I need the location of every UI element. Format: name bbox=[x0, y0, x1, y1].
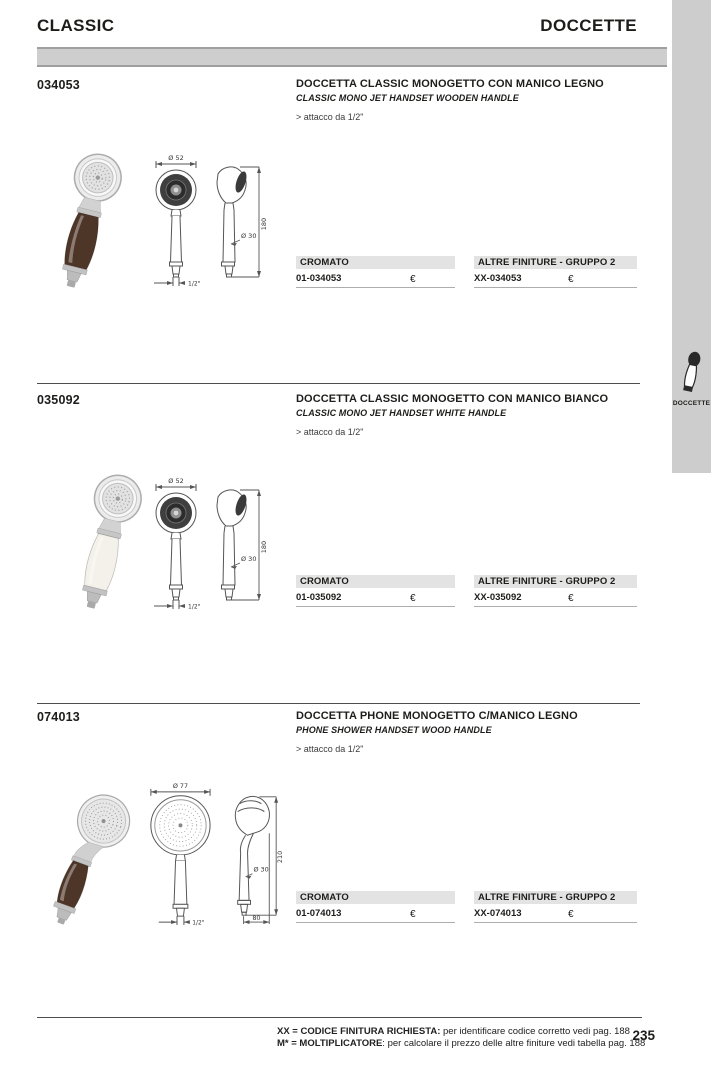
legend-definition: : per calcolare il prezzo delle altre finiture vedi tabella pag. 188 bbox=[382, 1037, 646, 1049]
product-code: 074013 bbox=[37, 710, 80, 724]
price-column-cromato bbox=[296, 891, 455, 923]
product-code: 035092 bbox=[37, 393, 80, 407]
dim-connection: 1/2" bbox=[188, 280, 201, 288]
product-section-035092 bbox=[0, 393, 711, 693]
collection-title: CLASSIC bbox=[37, 16, 115, 35]
pricing-tables bbox=[296, 256, 637, 288]
product-note: > attacco da 1/2" bbox=[296, 743, 364, 754]
footer-divider bbox=[37, 1017, 642, 1018]
product-photo bbox=[42, 146, 134, 298]
dim-connection: 1/2" bbox=[188, 603, 201, 611]
legend-line-2 bbox=[277, 1038, 645, 1050]
header-separator-bar bbox=[37, 47, 667, 67]
article-code: 01-035092 bbox=[296, 592, 342, 603]
legend-definition: per identificare codice corretto vedi pag. 188 bbox=[440, 1026, 630, 1037]
price-row bbox=[474, 591, 637, 607]
price-column-altre-finiture bbox=[474, 256, 637, 288]
price-row bbox=[474, 907, 637, 923]
price-row bbox=[296, 907, 455, 923]
price-row bbox=[296, 591, 455, 607]
finish-header: ALTRE FINITURE - GRUPPO 2 bbox=[474, 891, 637, 904]
product-section-034053 bbox=[0, 78, 711, 378]
pricing-tables bbox=[296, 891, 637, 923]
currency-symbol: € bbox=[568, 274, 574, 285]
dim-head-diameter: Ø 52 bbox=[168, 477, 184, 485]
product-subtitle: PHONE SHOWER HANDSET WOOD HANDLE bbox=[296, 724, 492, 735]
currency-symbol: € bbox=[410, 909, 416, 920]
product-info bbox=[296, 78, 641, 122]
legend-term: M* = MOLTIPLICATORE bbox=[277, 1037, 383, 1049]
product-subtitle: CLASSIC MONO JET HANDSET WHITE HANDLE bbox=[296, 407, 507, 418]
finish-header: CROMATO bbox=[296, 891, 455, 904]
section-divider bbox=[37, 703, 640, 704]
dim-total-height: 210 bbox=[276, 850, 285, 864]
page-number: 235 bbox=[632, 1028, 655, 1043]
section-divider bbox=[37, 383, 640, 384]
article-code: 01-074013 bbox=[296, 908, 342, 919]
dim-head-diameter: Ø 52 bbox=[168, 154, 184, 162]
dim-head-width: 80 bbox=[252, 914, 261, 923]
dim-connection: 1/2" bbox=[192, 920, 205, 927]
finish-header: ALTRE FINITURE - GRUPPO 2 bbox=[474, 256, 637, 269]
product-info bbox=[296, 710, 641, 754]
price-row bbox=[474, 272, 637, 288]
legend-line-1 bbox=[277, 1026, 645, 1038]
article-code: XX-035092 bbox=[474, 592, 522, 603]
product-note: > attacco da 1/2" bbox=[296, 111, 364, 122]
finish-header: CROMATO bbox=[296, 256, 455, 269]
product-section-074013 bbox=[0, 710, 711, 1010]
currency-symbol: € bbox=[568, 593, 574, 604]
pricing-tables bbox=[296, 575, 637, 607]
product-title: DOCCETTA CLASSIC MONOGETTO CON MANICO LEGNO bbox=[296, 78, 604, 90]
technical-drawing bbox=[146, 152, 271, 292]
price-column-altre-finiture bbox=[474, 575, 637, 607]
side-tab-label: DOCCETTE bbox=[672, 400, 711, 407]
dim-handle-diameter: Ø 30 bbox=[241, 232, 257, 240]
product-title: DOCCETTA CLASSIC MONOGETTO CON MANICO BIANCO bbox=[296, 393, 609, 405]
price-row bbox=[296, 272, 455, 288]
currency-symbol: € bbox=[410, 274, 416, 285]
technical-drawing bbox=[142, 780, 287, 928]
price-column-cromato bbox=[296, 575, 455, 607]
price-column-cromato bbox=[296, 256, 455, 288]
dim-head-diameter: Ø 77 bbox=[172, 781, 189, 790]
product-title: DOCCETTA PHONE MONOGETTO C/MANICO LEGNO bbox=[296, 710, 578, 722]
product-photo bbox=[42, 788, 134, 938]
footer-legend bbox=[277, 1026, 645, 1049]
dim-total-height: 180 bbox=[260, 217, 268, 231]
technical-drawing bbox=[146, 475, 271, 615]
product-info bbox=[296, 393, 641, 437]
legend-term: XX = CODICE FINITURA RICHIESTA: bbox=[277, 1026, 441, 1037]
category-title: DOCCETTE bbox=[540, 16, 637, 35]
product-note: > attacco da 1/2" bbox=[296, 426, 364, 437]
dim-handle-diameter: Ø 30 bbox=[241, 555, 257, 563]
currency-symbol: € bbox=[568, 909, 574, 920]
price-column-altre-finiture bbox=[474, 891, 637, 923]
dim-handle-diameter: Ø 30 bbox=[253, 865, 269, 874]
dim-total-height: 180 bbox=[260, 540, 268, 554]
finish-header: ALTRE FINITURE - GRUPPO 2 bbox=[474, 575, 637, 588]
product-photo bbox=[62, 467, 154, 619]
article-code: 01-034053 bbox=[296, 273, 342, 284]
article-code: XX-034053 bbox=[474, 273, 522, 284]
finish-header: CROMATO bbox=[296, 575, 455, 588]
currency-symbol: € bbox=[410, 593, 416, 604]
product-subtitle: CLASSIC MONO JET HANDSET WOODEN HANDLE bbox=[296, 92, 519, 103]
article-code: XX-074013 bbox=[474, 908, 522, 919]
product-code: 034053 bbox=[37, 78, 80, 92]
